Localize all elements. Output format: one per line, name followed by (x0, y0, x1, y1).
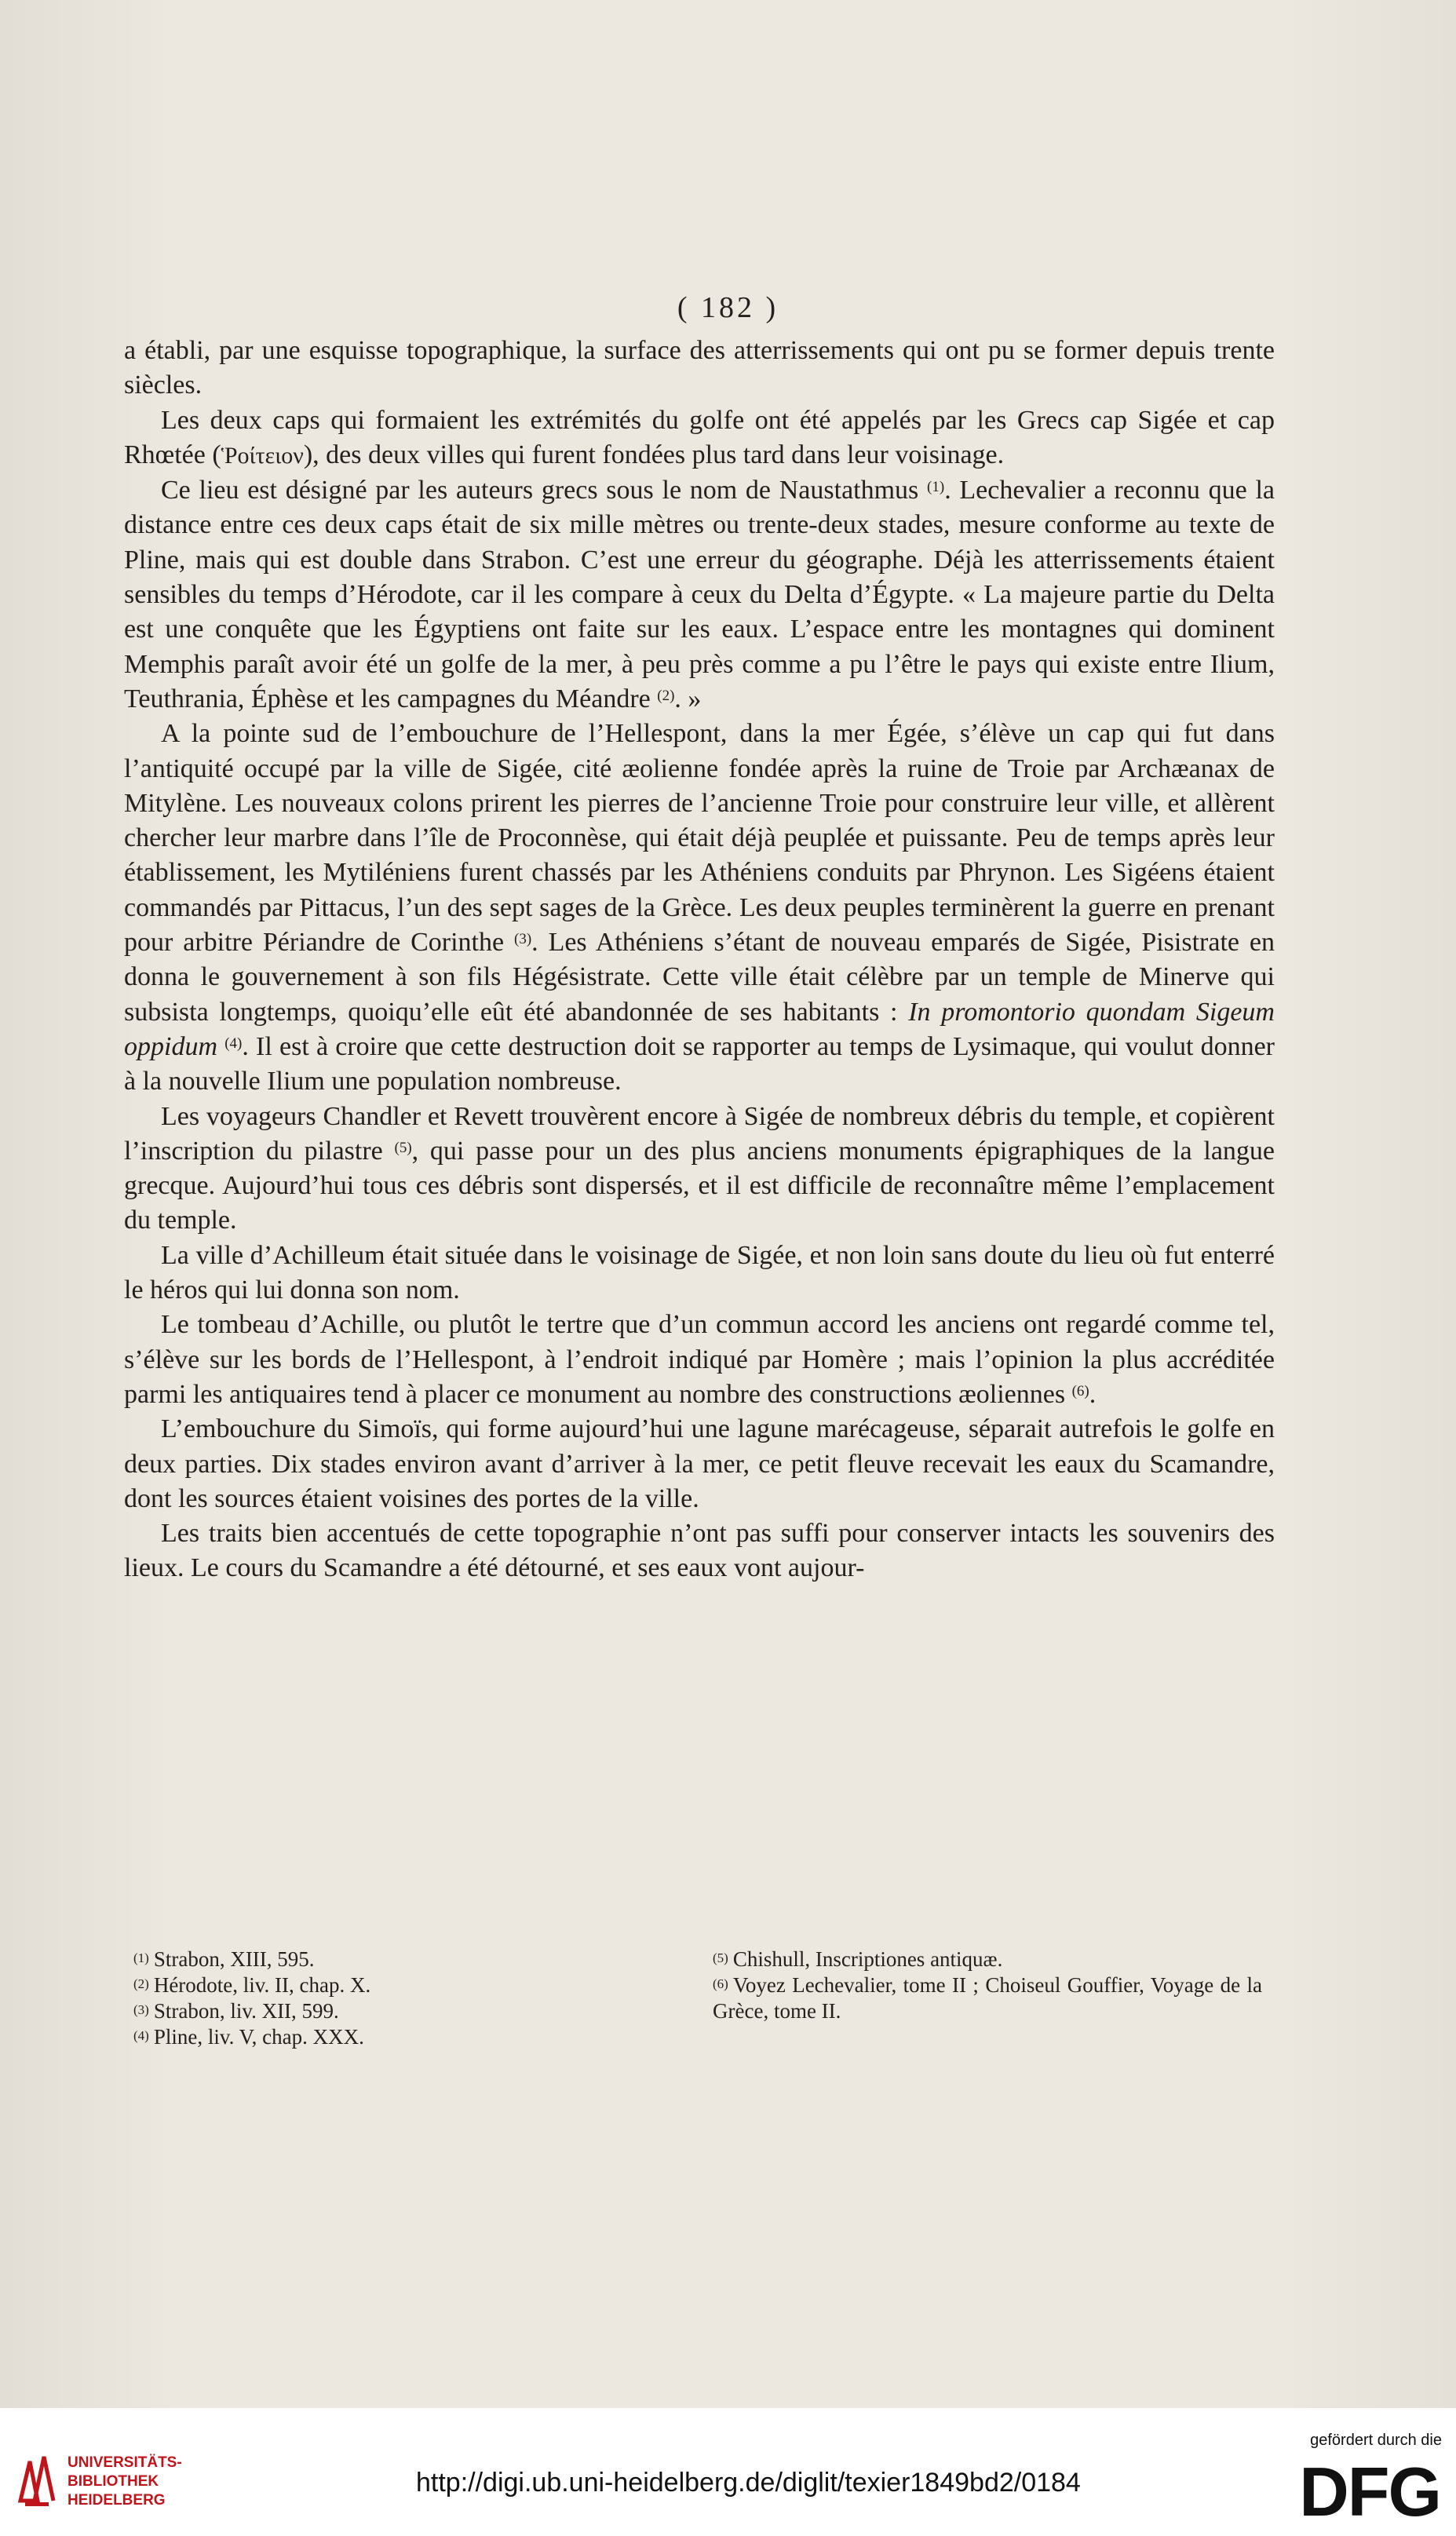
permalink-url[interactable]: http://digi.ub.uni-heidelberg.de/diglit/texier1849bd2/0184 (416, 2468, 1081, 2498)
footnote-number: (6) (713, 1976, 728, 1991)
paragraph: A la pointe sud de l’embouchure de l’Hellespont, dans la mer Égée, s’élève un cap qui fut dans l’antiquité occupé par la ville de Sigée, cité æolienne fondée après la ruine de Troie par Archæanax de Mitylène. Les nouveaux colons prirent les pierres de l’ancienne Troie pour construire leur ville, et allèrent chercher leur marbre dans l’île de Proconnèse, qui était déjà peuplée et puissante. Peu de temps après leur établissement, les Mytiléniens furent chassés par les Athéniens conduits par Phrynon. Les Sigéens étaient commandés par Pittacus, l’un des sept sages de la Grèce. Les deux peuples terminèrent la guerre en prenant pour arbitre Périandre de Corinthe $^{(3)}$. Les Athéniens s’étant de nouveau emparés de Sigée, Pisistrate en donna le gouvernement à son fils Hégésistrate. Cette ville était célèbre par un temple de Minerve qui subsista longtemps, quoiqu’elle eût été abandonnée de ses habitants : In promontorio quondam Sigeum oppidum $^{(4)}$. Il est à croire que cette destruction doit se rapporter au temps de Lysimaque, qui voulut donner à la nouvelle Ilium une population nombreuse. (124, 719, 1275, 1097)
paragraph: Ce lieu est désigné par les auteurs grecs sous le nom de Naustathmus $^{(1)}$. Lechevalier a reconnu que la distance entre ces deux caps était de six mille mètres ou trente-deux stades, mesure conforme au texte de Pline, mais qui est double dans Strabon. C’est une erreur du géographe. Déjà les atterrissements étaient sensibles du temps d’Hérodote, car il les compare à ceux du Delta d’Égypte. « La majeure partie du Delta est une conquête que les Égyptiens ont faite sur les eaux. L’espace entre les montagnes qui dominent Memphis paraît avoir été un golfe de la mer, à peu près comme a pu l’être le pays qui existe entre Ilium, Teuthrania, Éphèse et les campagnes du Méandre $^{(2)}$. » (124, 476, 1275, 713)
paragraph: Les traits bien accentués de cette topographie n’ont pas suffi pour conserver intacts les souvenirs des lieux. Le cours du Scamandre a été détourné, et ses eaux vont aujour- (124, 1519, 1275, 1583)
footnote-text: Strabon, liv. XII, 599. (153, 1999, 339, 2023)
footnote (713, 1947, 1262, 1972)
footnote-text: Pline, liv. V, chap. XXX. (153, 2025, 364, 2049)
footnote-text: Strabon, XIII, 595. (153, 1947, 315, 1971)
footnote-text: Hérodote, liv. II, chap. X. (153, 1973, 371, 1997)
footnote-number: (1) (133, 1950, 149, 1965)
paragraph: a établi, par une esquisse topographique, la surface des atterrissements qui ont pu se former depuis trente siècles. (124, 336, 1275, 400)
footnote (713, 1972, 1262, 2024)
paragraph: Les voyageurs Chandler et Revett trouvèrent encore à Sigée de nombreux débris du temple, et copièrent l’inscription du pilastre $^{(5)}$, qui passe pour un des plus anciens monuments épigraphiques de la langue grecque. Aujourd’hui tous ces débris sont dispersés, et il est difficile de reconnaître même l’emplacement du temple. (124, 1101, 1275, 1235)
footnote (133, 1998, 604, 2024)
footnote-number: (3) (133, 2002, 149, 2017)
ub-seal-icon (14, 2446, 58, 2509)
footnote (133, 1972, 604, 1998)
ub-line-3: HEIDELBERG (68, 2492, 166, 2509)
dfg-logo[interactable]: DFG (1299, 2453, 1440, 2531)
footnotes-right-column (713, 1947, 1262, 2024)
footnote-number: (4) (133, 2028, 149, 2043)
ub-line-1: UNIVERSITÄTS- (68, 2454, 182, 2471)
paragraph: Les deux caps qui formaient les extrémités du golfe ont été appelés par les Grecs cap Sigée et cap Rhœtée (Ῥοίτειον), des deux villes qui furent fondées plus tard dans leur voisinage. (124, 405, 1275, 469)
ub-wordmark (68, 2454, 182, 2510)
paragraph: Le tombeau d’Achille, ou plutôt le tertre que d’un commun accord les anciens ont regardé comme tel, s’élève sur les bords de l’Hellespont, à l’endroit indiqué par Homère ; mais l’opinion la plus accréditée parmi les antiquaires tend à placer ce monument au nombre des constructions æoliennes $^{(6)}$. (124, 1310, 1275, 1409)
footnote-text: Voyez Lechevalier, tome II ; Choiseul Gouffier, Voyage de la Grèce, tome II. (713, 1973, 1262, 2023)
ub-heidelberg-logo[interactable] (14, 2439, 218, 2518)
page-number: ( 182 ) (677, 291, 779, 324)
footnote-number: (2) (133, 1976, 149, 1991)
viewer-footer (0, 2408, 1456, 2536)
footnote-number: (5) (713, 1950, 728, 1965)
paragraph: La ville d’Achilleum était située dans le voisinage de Sigée, et non loin sans doute du lieu où fut enterré le héros qui lui donna son nom. (124, 1240, 1275, 1305)
paragraph: L’embouchure du Simoïs, qui forme aujourd’hui une lagune marécageuse, séparait autrefois le golfe en deux parties. Dix stades environ avant d’arriver à la mer, ce petit fleuve recevait les eaux du Scamandre, dont les sources étaient voisines des portes de la ville. (124, 1414, 1275, 1513)
footnotes-left-column (133, 1947, 604, 2050)
footnote (133, 2024, 604, 2050)
funded-by-label: gefördert durch die (1310, 2432, 1442, 2449)
ub-line-2: BIBLIOTHEK (68, 2473, 159, 2490)
main-text (124, 334, 1275, 1586)
footnote (133, 1947, 604, 1972)
footnote-text: Chishull, Inscriptiones antiquæ. (732, 1947, 1003, 1971)
